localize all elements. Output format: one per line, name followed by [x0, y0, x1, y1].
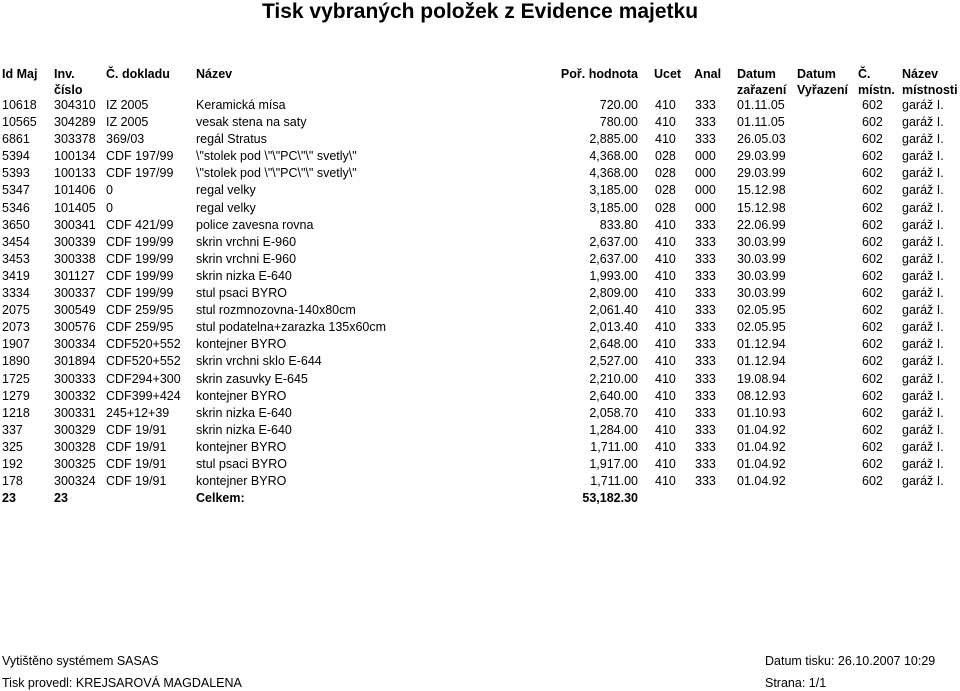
cell-id: 1279 [2, 388, 30, 403]
cell-id: 10565 [2, 115, 37, 130]
table-row [0, 456, 960, 473]
cell-hodnota: 2,637.00 [589, 251, 638, 266]
table-row [0, 405, 960, 422]
table-row [0, 336, 960, 353]
cell-ucet: 410 [655, 320, 676, 335]
cell-hodnota: 720.00 [599, 98, 638, 112]
table-row [0, 319, 960, 336]
cell-datum-zarazeni: 01.04.92 [737, 439, 786, 454]
cell-ucet: 410 [655, 286, 676, 301]
cell-datum-zarazeni: 01.12.94 [737, 337, 786, 352]
cell-id: 3334 [2, 286, 30, 301]
cell-nazev: kontejner BYRO [196, 388, 287, 403]
cell-hodnota: 2,637.00 [589, 234, 638, 249]
cell-ucet: 410 [655, 303, 676, 318]
cell-ucet: 410 [655, 132, 676, 147]
cell-inv: 300334 [54, 337, 96, 352]
cell-id: 3419 [2, 268, 30, 283]
cell-datum-zarazeni: 01.12.94 [737, 354, 786, 369]
cell-ucet: 028 [655, 149, 676, 164]
cell-hodnota: 2,210.00 [589, 371, 638, 386]
cell-anal: 333 [695, 251, 716, 266]
cell-nazev: vesak stena na saty [196, 115, 307, 130]
cell-doklad: CDF520+552 [106, 354, 181, 369]
cell-ucet: 028 [655, 166, 676, 181]
cell-inv: 301894 [54, 354, 96, 369]
cell-doklad: CDF399+424 [106, 388, 181, 403]
cell-id: 5393 [2, 166, 30, 181]
cell-hodnota: 780.00 [599, 115, 638, 130]
cell-nazev-mistnosti: garáž I. [902, 422, 944, 437]
cell-doklad: CDF294+300 [106, 371, 181, 386]
cell-anal: 333 [695, 320, 716, 335]
cell-ucet: 410 [655, 456, 676, 471]
cell-anal: 333 [695, 234, 716, 249]
cell-doklad: CDF 19/91 [106, 422, 167, 437]
cell-mistnost-cislo: 602 [862, 200, 883, 215]
table-row [0, 285, 960, 302]
cell-ucet: 410 [655, 251, 676, 266]
cell-id: 2073 [2, 320, 30, 335]
cell-mistnost-cislo: 602 [862, 115, 883, 130]
cell-nazev-mistnosti: garáž I. [902, 217, 944, 232]
total-count-inv: 23 [54, 491, 68, 506]
cell-mistnost-cislo: 602 [862, 166, 883, 181]
cell-inv: 101405 [54, 200, 96, 215]
cell-hodnota: 2,013.40 [589, 320, 638, 335]
header-datum-vyrazeni: Datum Vyřazení [797, 67, 848, 97]
cell-nazev-mistnosti: garáž I. [902, 354, 944, 369]
total-count-id: 23 [2, 491, 16, 506]
table-row [0, 371, 960, 388]
cell-nazev: stul psaci BYRO [196, 456, 288, 471]
cell-datum-zarazeni: 01.04.92 [737, 456, 786, 471]
cell-datum-zarazeni: 15.12.98 [737, 200, 786, 215]
cell-mistnost-cislo: 602 [862, 320, 883, 335]
cell-datum-zarazeni: 01.04.92 [737, 422, 786, 437]
cell-doklad: CDF 259/95 [106, 303, 174, 318]
header-nazev-mistnosti: Název místnosti [902, 67, 958, 97]
cell-nazev-mistnosti: garáž I. [902, 320, 944, 335]
cell-mistnost-cislo: 602 [862, 149, 883, 164]
cell-mistnost-cislo: 602 [862, 439, 883, 454]
cell-inv: 101406 [54, 183, 96, 198]
cell-mistnost-cislo: 602 [862, 234, 883, 249]
cell-nazev-mistnosti: garáž I. [902, 115, 944, 130]
cell-nazev: regal velky [196, 200, 256, 215]
cell-inv: 300332 [54, 388, 96, 403]
cell-inv: 100133 [54, 166, 96, 181]
cell-hodnota: 1,993.00 [589, 268, 638, 283]
cell-doklad: CDF 259/95 [106, 320, 174, 335]
cell-anal: 000 [695, 183, 716, 198]
cell-anal: 333 [695, 337, 716, 352]
cell-anal: 333 [695, 115, 716, 130]
cell-doklad: CDF520+552 [106, 337, 181, 352]
cell-ucet: 028 [655, 183, 676, 198]
cell-inv: 303378 [54, 132, 96, 147]
header-doklad: Č. dokladu [106, 67, 170, 81]
cell-doklad: CDF 19/91 [106, 439, 167, 454]
cell-ucet: 410 [655, 234, 676, 249]
cell-id: 10618 [2, 98, 37, 112]
cell-id: 5394 [2, 149, 30, 164]
cell-hodnota: 833.80 [599, 217, 638, 232]
cell-mistnost-cislo: 602 [862, 371, 883, 386]
cell-id: 178 [2, 474, 23, 489]
cell-hodnota: 1,711.00 [590, 439, 638, 454]
table-row [0, 439, 960, 456]
cell-nazev: kontejner BYRO [196, 439, 287, 454]
cell-datum-zarazeni: 22.06.99 [737, 217, 786, 232]
cell-inv: 300337 [54, 286, 96, 301]
cell-hodnota: 1,284.00 [589, 422, 638, 437]
cell-nazev-mistnosti: garáž I. [902, 183, 944, 198]
table-row [0, 148, 960, 165]
cell-nazev-mistnosti: garáž I. [902, 251, 944, 266]
cell-nazev: stul psaci BYRO [196, 286, 288, 301]
cell-doklad: CDF 199/99 [106, 251, 174, 266]
cell-hodnota: 1,917.00 [589, 456, 638, 471]
footer-print-date: Datum tisku: 26.10.2007 10:29 [765, 654, 936, 668]
cell-anal: 333 [695, 405, 716, 420]
table-row [0, 217, 960, 234]
cell-nazev-mistnosti: garáž I. [902, 371, 944, 386]
cell-doklad: 0 [106, 200, 113, 215]
cell-inv: 300338 [54, 251, 96, 266]
cell-hodnota: 2,809.00 [589, 286, 638, 301]
cell-id: 325 [2, 439, 23, 454]
cell-nazev: kontejner BYRO [196, 337, 287, 352]
cell-anal: 333 [695, 474, 716, 489]
header-anal: Anal [694, 67, 722, 81]
cell-doklad: 245+12+39 [106, 405, 170, 420]
cell-datum-zarazeni: 01.04.92 [737, 474, 786, 489]
table-row [0, 422, 960, 439]
cell-nazev-mistnosti: garáž I. [902, 439, 944, 454]
cell-ucet: 410 [655, 388, 676, 403]
cell-ucet: 410 [655, 474, 676, 489]
cell-datum-zarazeni: 30.03.99 [737, 268, 786, 283]
cell-hodnota: 2,648.00 [589, 337, 638, 352]
table-row [0, 200, 960, 217]
cell-anal: 333 [695, 132, 716, 147]
cell-ucet: 410 [655, 115, 676, 130]
table-row [0, 302, 960, 319]
cell-nazev-mistnosti: garáž I. [902, 166, 944, 181]
cell-nazev: \"stolek pod \"\"PC\"\" svetly\" [196, 166, 357, 181]
cell-nazev-mistnosti: garáž I. [902, 132, 944, 147]
cell-id: 3453 [2, 251, 30, 266]
cell-mistnost-cislo: 602 [862, 286, 883, 301]
cell-inv: 300333 [54, 371, 96, 386]
cell-mistnost-cislo: 602 [862, 303, 883, 318]
header-nazev: Název [196, 67, 233, 81]
cell-mistnost-cislo: 602 [862, 388, 883, 403]
cell-id: 1907 [2, 337, 30, 352]
cell-ucet: 410 [655, 337, 676, 352]
cell-inv: 300329 [54, 422, 96, 437]
cell-nazev-mistnosti: garáž I. [902, 456, 944, 471]
cell-hodnota: 4,368.00 [589, 166, 638, 181]
cell-datum-zarazeni: 15.12.98 [737, 183, 786, 198]
cell-nazev-mistnosti: garáž I. [902, 234, 944, 249]
cell-mistnost-cislo: 602 [862, 405, 883, 420]
cell-id: 5347 [2, 183, 30, 198]
cell-datum-zarazeni: 30.03.99 [737, 286, 786, 301]
cell-datum-zarazeni: 26.05.03 [737, 132, 786, 147]
total-label: Celkem: [196, 491, 245, 506]
cell-mistnost-cislo: 602 [862, 183, 883, 198]
cell-doklad: 369/03 [106, 132, 145, 147]
cell-hodnota: 2,061.40 [589, 303, 638, 318]
cell-anal: 333 [695, 303, 716, 318]
cell-anal: 333 [695, 422, 716, 437]
cell-id: 1725 [2, 371, 30, 386]
table-row [0, 182, 960, 199]
cell-ucet: 028 [655, 200, 676, 215]
cell-hodnota: 2,640.00 [589, 388, 638, 403]
cell-nazev: kontejner BYRO [196, 474, 287, 489]
table-row [0, 97, 960, 114]
cell-nazev: skrin nizka E-640 [196, 268, 292, 283]
table-row [0, 131, 960, 148]
cell-anal: 000 [695, 200, 716, 215]
cell-datum-zarazeni: 29.03.99 [737, 149, 786, 164]
footer-system: Vytištěno systémem SASAS [2, 654, 159, 668]
cell-ucet: 410 [655, 422, 676, 437]
cell-datum-zarazeni: 30.03.99 [737, 251, 786, 266]
cell-ucet: 410 [655, 405, 676, 420]
table-row [0, 251, 960, 268]
cell-nazev-mistnosti: garáž I. [902, 149, 944, 164]
cell-nazev-mistnosti: garáž I. [902, 98, 944, 112]
cell-anal: 333 [695, 286, 716, 301]
total-sum: 53,182.30 [582, 491, 638, 506]
cell-anal: 333 [695, 98, 716, 112]
cell-id: 337 [2, 422, 23, 437]
cell-mistnost-cislo: 602 [862, 456, 883, 471]
cell-hodnota: 2,058.70 [589, 405, 638, 420]
cell-datum-zarazeni: 29.03.99 [737, 166, 786, 181]
cell-anal: 333 [695, 217, 716, 232]
cell-ucet: 410 [655, 439, 676, 454]
cell-id: 5346 [2, 200, 30, 215]
cell-inv: 301127 [54, 268, 95, 283]
cell-nazev: police zavesna rovna [196, 217, 314, 232]
cell-datum-zarazeni: 01.11.05 [737, 98, 785, 112]
cell-datum-zarazeni: 02.05.95 [737, 303, 786, 318]
cell-id: 1890 [2, 354, 30, 369]
cell-doklad: CDF 421/99 [106, 217, 174, 232]
cell-nazev: \"stolek pod \"\"PC\"\" svetly\" [196, 149, 357, 164]
table-row [0, 268, 960, 285]
cell-mistnost-cislo: 602 [862, 251, 883, 266]
cell-inv: 300328 [54, 439, 96, 454]
cell-mistnost-cislo: 602 [862, 474, 883, 489]
header-inv-cislo: Inv. číslo [54, 67, 83, 97]
cell-datum-zarazeni: 01.11.05 [737, 115, 785, 130]
cell-nazev: skrin nizka E-640 [196, 405, 292, 420]
header-por-hodnota: Poř. hodnota [560, 67, 638, 81]
cell-datum-zarazeni: 02.05.95 [737, 320, 786, 335]
cell-datum-zarazeni: 19.08.94 [737, 371, 786, 386]
table-row [0, 353, 960, 370]
cell-anal: 333 [695, 371, 716, 386]
cell-doklad: CDF 199/99 [106, 286, 174, 301]
footer-author: Tisk provedl: KREJSAROVÁ MAGDALENA [2, 676, 242, 690]
cell-hodnota: 2,527.00 [589, 354, 638, 369]
cell-doklad: CDF 199/99 [106, 234, 174, 249]
cell-hodnota: 2,885.00 [589, 132, 638, 147]
cell-ucet: 410 [655, 354, 676, 369]
cell-nazev: skrin nizka E-640 [196, 422, 292, 437]
cell-inv: 300576 [54, 320, 96, 335]
cell-doklad: CDF 197/99 [106, 149, 174, 164]
cell-id: 3650 [2, 217, 30, 232]
table-row [0, 234, 960, 251]
cell-doklad: CDF 199/99 [106, 268, 174, 283]
cell-ucet: 410 [655, 268, 676, 283]
cell-nazev: skrin zasuvky E-645 [196, 371, 308, 386]
asset-table [0, 97, 960, 507]
cell-id: 3454 [2, 234, 30, 249]
cell-id: 6861 [2, 132, 30, 147]
header-ucet: Ucet [654, 67, 682, 81]
cell-id: 2075 [2, 303, 30, 318]
cell-nazev-mistnosti: garáž I. [902, 405, 944, 420]
cell-anal: 333 [695, 456, 716, 471]
cell-nazev-mistnosti: garáž I. [902, 474, 944, 489]
cell-doklad: CDF 19/91 [106, 456, 167, 471]
cell-inv: 300331 [54, 405, 96, 420]
cell-doklad: 0 [106, 183, 113, 198]
cell-mistnost-cislo: 602 [862, 132, 883, 147]
cell-inv: 304289 [54, 115, 96, 130]
cell-anal: 333 [695, 354, 716, 369]
cell-nazev: Keramická mísa [196, 98, 286, 112]
cell-mistnost-cislo: 602 [862, 337, 883, 352]
cell-hodnota: 4,368.00 [589, 149, 638, 164]
cell-ucet: 410 [655, 98, 676, 112]
cell-anal: 333 [695, 268, 716, 283]
cell-mistnost-cislo: 602 [862, 354, 883, 369]
cell-doklad: IZ 2005 [106, 115, 149, 130]
cell-mistnost-cislo: 602 [862, 268, 883, 283]
cell-inv: 300549 [54, 303, 96, 318]
cell-hodnota: 3,185.00 [589, 200, 638, 215]
cell-hodnota: 1,711.00 [590, 474, 638, 489]
cell-nazev-mistnosti: garáž I. [902, 388, 944, 403]
cell-inv: 300325 [54, 456, 96, 471]
cell-nazev-mistnosti: garáž I. [902, 200, 944, 215]
cell-nazev: stul podatelna+zarazka 135x60cm [196, 320, 387, 335]
cell-ucet: 410 [655, 371, 676, 386]
cell-id: 1218 [2, 405, 30, 420]
cell-nazev-mistnosti: garáž I. [902, 303, 944, 318]
cell-nazev: skrin vrchni E-960 [196, 234, 297, 249]
cell-mistnost-cislo: 602 [862, 217, 883, 232]
table-row [0, 165, 960, 182]
cell-doklad: CDF 19/91 [106, 474, 167, 489]
cell-anal: 000 [695, 166, 716, 181]
cell-inv: 100134 [54, 149, 96, 164]
cell-id: 192 [2, 456, 23, 471]
cell-nazev: skrin vrchni sklo E-644 [196, 354, 322, 369]
cell-nazev-mistnosti: garáž I. [902, 286, 944, 301]
table-row [0, 473, 960, 490]
table-row [0, 388, 960, 405]
cell-anal: 333 [695, 439, 716, 454]
cell-inv: 300324 [54, 474, 96, 489]
cell-inv: 300341 [54, 217, 96, 232]
footer-page: Strana: 1/1 [765, 676, 827, 690]
cell-mistnost-cislo: 602 [862, 98, 883, 112]
total-row [0, 490, 960, 507]
header-datum-zarazeni: Datum zařazení [737, 67, 787, 97]
cell-ucet: 410 [655, 217, 676, 232]
cell-datum-zarazeni: 30.03.99 [737, 234, 786, 249]
cell-datum-zarazeni: 08.12.93 [737, 388, 786, 403]
header-id-maj: Id Maj [2, 67, 38, 81]
cell-hodnota: 3,185.00 [589, 183, 638, 198]
cell-nazev: stul rozmnozovna-140x80cm [196, 303, 356, 318]
cell-datum-zarazeni: 01.10.93 [737, 405, 786, 420]
cell-nazev: regál Stratus [196, 132, 267, 147]
cell-inv: 304310 [54, 98, 96, 112]
cell-anal: 333 [695, 388, 716, 403]
cell-nazev-mistnosti: garáž I. [902, 337, 944, 352]
cell-inv: 300339 [54, 234, 96, 249]
cell-nazev: regal velky [196, 183, 256, 198]
cell-mistnost-cislo: 602 [862, 422, 883, 437]
header-mistnost-cislo: Č. místn. [858, 67, 895, 97]
cell-nazev: skrin vrchni E-960 [196, 251, 297, 266]
cell-anal: 000 [695, 149, 716, 164]
cell-doklad: CDF 197/99 [106, 166, 174, 181]
cell-nazev-mistnosti: garáž I. [902, 268, 944, 283]
page-title: Tisk vybraných položek z Evidence majetku [261, 0, 699, 23]
table-row [0, 114, 960, 131]
cell-doklad: IZ 2005 [106, 98, 149, 112]
